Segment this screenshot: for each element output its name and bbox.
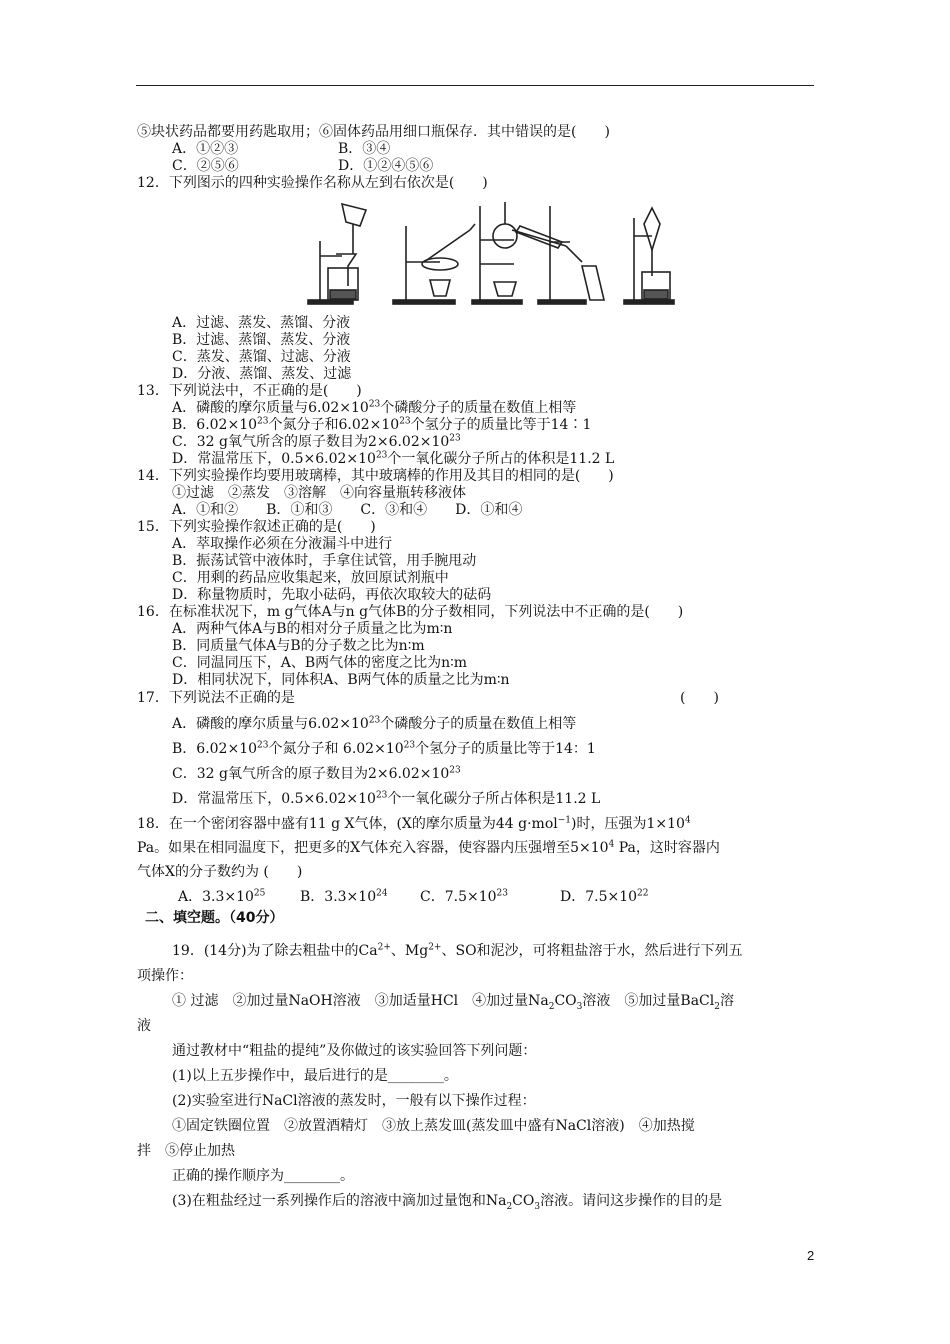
text-line: 通过教材中“粗盐的提纯”及你做过的该实验回答下列问题： (172, 1043, 537, 1059)
text-line: 项操作： (137, 968, 193, 984)
option: B．$6.02\times 10^{23}$个氮分子和$6.02\times 10^{23}$个氢分子的质量比等于14∶1 (172, 416, 592, 433)
text-line: ⑤块状药品都要用药匙取用；⑥固体药品用细口瓶保存．其中错误的是( ) (137, 124, 610, 140)
question-15: 15．下列实验操作叙述正确的是( ) (137, 519, 376, 535)
header-rule (136, 85, 814, 86)
option: C．②⑤⑥ (172, 158, 239, 174)
option: D．常温常压下，$0.5\times 6.02\times 10^{23}$个一氧化碳分子所占的体积是11.2 L (172, 450, 615, 467)
option: C．用剩的药品应收集起来，放回原试剂瓶中 (172, 570, 449, 586)
page-number: 2 (807, 1248, 815, 1263)
option: D．常温常压下，$0.5\times 6.02\times 10^{23}$个一氧化碳分子所占体积是11.2 L (172, 790, 601, 807)
option: D．①②④⑤⑥ (338, 158, 434, 174)
text-line: 拌 ⑤停止加热 (137, 1143, 235, 1159)
option: A．①②③ (172, 141, 239, 157)
option: B．振荡试管中液体时，手拿住试管，用手腕甩动 (172, 553, 477, 569)
option: A．过滤、蒸发、蒸馏、分液 (172, 315, 351, 331)
text-line: 液 (137, 1018, 151, 1034)
question-13: 13．下列说法中，不正确的是( ) (137, 383, 362, 399)
option: A．萃取操作必须在分液漏斗中进行 (172, 536, 393, 552)
answer-paren: ( ) (680, 690, 719, 706)
option: A．磷酸的摩尔质量与$6.02\times 10^{23}$个磷酸分子的质量在数值上相等 (172, 715, 577, 732)
text-line: ①过滤 ②蒸发 ③溶解 ④向容量瓶转移液体 (172, 485, 466, 501)
question-18: 18．在一个密闭容器中盛有11 g X气体，(X的摩尔质量为44 g·mol$^{-1}$)时，压强为$1\times 10^4$ (137, 815, 691, 832)
section-heading: 二、填空题。（40分） (145, 910, 284, 926)
question-16: 16．在标准状况下，m g气体A与n g气体B的分子数相同，下列说法中不正确的是( ) (137, 604, 684, 620)
option: C．蒸发、蒸馏、过滤、分液 (172, 349, 351, 365)
option: A．$3.3\times 10^{25}$ (178, 888, 266, 905)
option: B．过滤、蒸馏、蒸发、分液 (172, 332, 351, 348)
text-line: 正确的操作顺序为________。 (172, 1168, 354, 1184)
option: B．同质量气体A与B的分子数之比为n∶m (172, 638, 425, 654)
lab-apparatus-figure (300, 196, 700, 308)
text-line: 气体X的分子数约为 ( ) (137, 864, 303, 880)
option: D．分液、蒸馏、蒸发、过滤 (172, 366, 352, 382)
option: C．$7.5\times 10^{23}$ (420, 888, 508, 905)
text-line: (2)实验室进行NaCl溶液的蒸发时，一般有以下操作过程： (172, 1093, 536, 1109)
option: C．32 g氧气所含的原子数目为$2\times 6.02\times 10^{23}$ (172, 765, 461, 782)
option: C．同温同压下，A、B两气体的密度之比为n∶m (172, 655, 468, 671)
question-17: 17．下列说法不正确的是 (137, 690, 295, 706)
text-line: Pa。如果在相同温度下，把更多的X气体充入容器，使容器内压强增至$5\times 10^4$ Pa，这时容器内 (137, 839, 720, 856)
option: A．磷酸的摩尔质量与$6.02\times 10^{23}$个磷酸分子的质量在数值上相等 (172, 399, 577, 416)
option: D．相同状况下，同体积A、B两气体的质量之比为m∶n (172, 672, 510, 688)
option: B．$6.02\times 10^{23}$个氮分子和 $6.02\times 10^{23}$个氢分子的质量比等于14：1 (172, 740, 596, 757)
text-line: ① 过滤 ②加过量NaOH溶液 ③加适量HCl ④加过量$Na_2CO_3$溶液 ⑤加过量BaCl$_2$溶 (172, 993, 734, 1012)
option: D．$7.5\times 10^{22}$ (560, 888, 649, 905)
option: B．$3.3\times 10^{24}$ (300, 888, 388, 905)
question-14: 14．下列实验操作均要用玻璃棒，其中玻璃棒的作用及其目的相同的是( ) (137, 468, 614, 484)
text-line: (1)以上五步操作中，最后进行的是________。 (172, 1068, 458, 1084)
text-line: ①固定铁圈位置 ②放置酒精灯 ③放上蒸发皿(蒸发皿中盛有NaCl溶液) ④加热搅 (172, 1118, 695, 1134)
question-12: 12．下列图示的四种实验操作名称从左到右依次是( ) (137, 175, 488, 191)
option: A．两种气体A与B的相对分子质量之比为m∶n (172, 621, 453, 637)
option: A．①和② B．①和③ C．③和④ D．①和④ (172, 502, 523, 518)
option: B．③④ (338, 141, 391, 157)
text-line: (3)在粗盐经过一系列操作后的溶液中滴加过量饱和$Na_2CO_3$溶液。请问这步操作的目的是 (172, 1193, 723, 1212)
option: D．称量物质时，先取小砝码，再依次取较大的砝码 (172, 587, 492, 603)
option: C．32 g氧气所含的原子数目为$2\times 6.02\times 10^{23}$ (172, 433, 461, 450)
question-19: 19．(14分)为了除去粗盐中的$Ca^{2+}$、$Mg^{2+}$、SO和泥沙，可将粗盐溶于水，然后进行下列五 (172, 942, 743, 959)
